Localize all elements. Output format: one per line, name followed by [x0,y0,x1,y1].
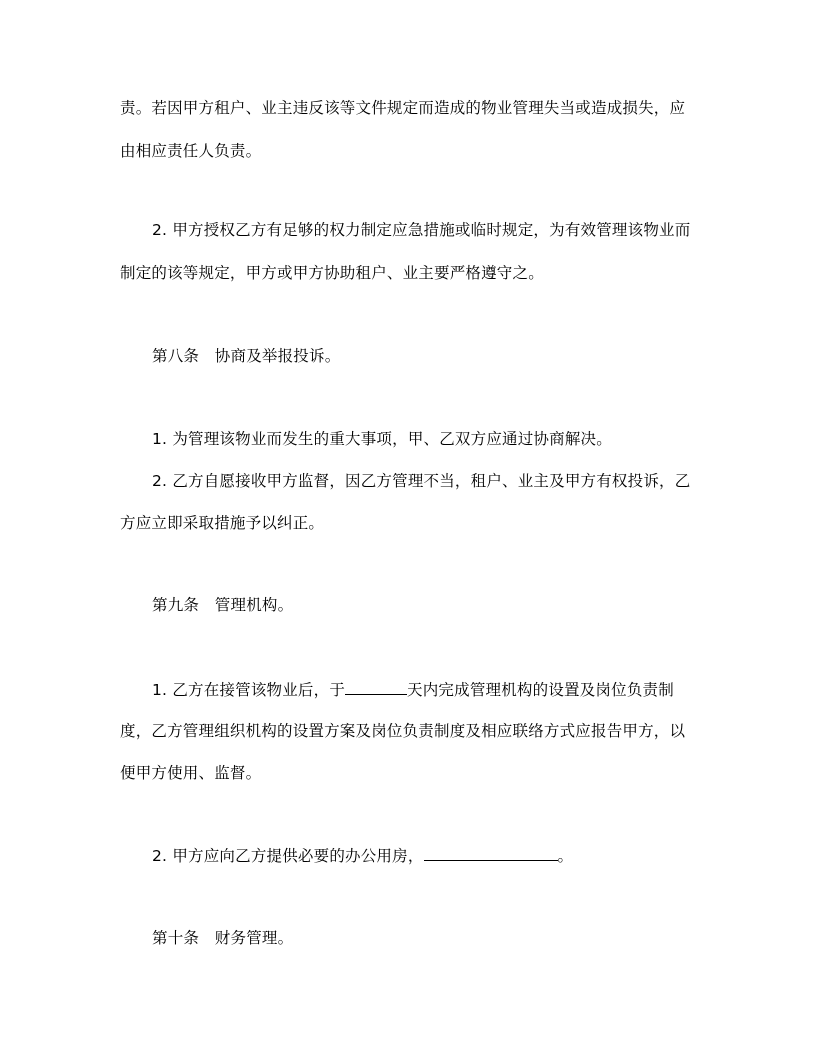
paragraph-line: 制定的该等规定，甲方或甲方协助租户、业主要严格遵守之。 [120,264,544,282]
paragraph-line: 2. 甲方授权乙方有足够的权力制定应急措施或临时规定，为有效管理该物业而 [152,221,691,239]
article-heading: 第八条 协商及举报投诉。 [152,347,341,365]
paragraph-line: 便甲方使用、监督。 [120,764,262,782]
paragraph-line: 度，乙方管理组织机构的设置方案及岗位负责制度及相应联络方式应报告甲方，以 [120,722,686,740]
paragraph-line: 方应立即采取措施予以纠正。 [120,514,325,532]
paragraph-line: 由相应责任人负责。 [120,142,262,160]
text-segment: 2. 甲方应向乙方提供必要的办公用房， [152,847,424,865]
list-item: 2. 乙方自愿接收甲方监督，因乙方管理不当，租户、业主及甲方有权投诉，乙 [152,472,691,490]
fill-in-blank [424,845,558,861]
fill-in-blank [345,679,407,695]
article-heading: 第九条 管理机构。 [152,596,294,614]
article-heading: 第十条 财务管理。 [152,929,294,947]
paragraph-line: 责。若因甲方租户、业主违反该等文件规定而造成的物业管理失当或造成损失，应 [120,99,686,117]
text-segment: 。 [557,847,574,865]
text-segment: 天内完成管理机构的设置及岗位负责制 [407,681,674,699]
list-item [152,679,674,700]
text-segment: 1. 乙方在接管该物业后，于 [152,681,346,699]
list-item: 1. 为管理该物业而发生的重大事项，甲、乙双方应通过协商解决。 [152,430,612,448]
list-item [152,845,573,866]
